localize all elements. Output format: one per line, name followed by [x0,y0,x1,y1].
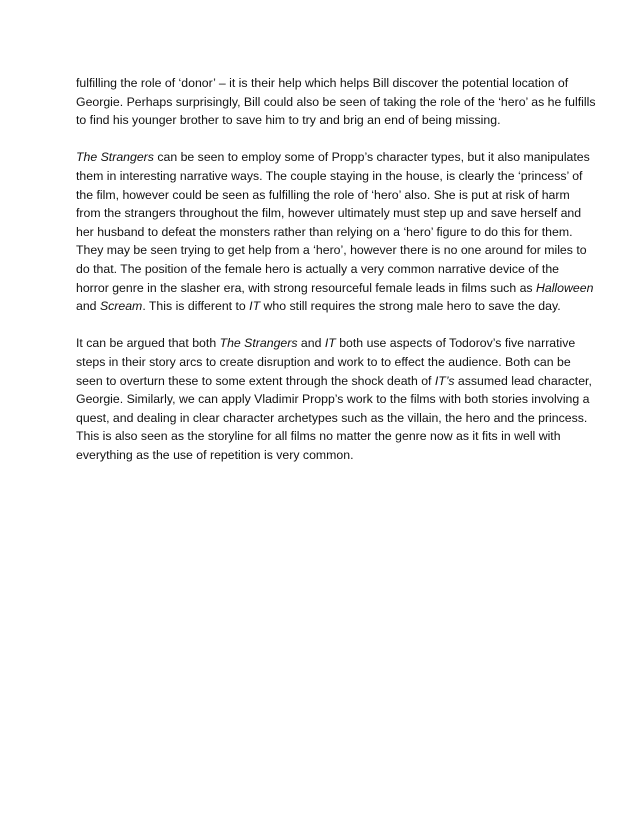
paragraph [76,74,596,130]
text-line [76,409,588,428]
body-text: from the strangers throughout the film, however ultimately must step up and save herself and [76,206,582,221]
text-line [76,148,590,167]
text-line [76,167,583,186]
text-line [76,93,596,112]
text-line [76,111,576,130]
text-line [76,297,576,316]
body-text: They may be seen trying to get help from a ‘hero’, however there is no one around for miles to [76,243,587,258]
body-text: them in interesting narrative ways. The couple staying in the house, is clearly the ‘princess’ of [76,168,583,183]
text-line [76,74,576,93]
text-line [76,241,587,260]
paragraph [76,148,594,315]
body-text: both use aspects of Todorov’s five narrative [335,336,576,351]
body-text: to find his younger brother to save him to try and brig an end of being missing. [76,113,501,128]
body-text: who still requires the strong male hero to save the day. [260,299,561,314]
italic-title-text: IT [249,299,261,314]
body-text: and [297,336,325,351]
text-line [76,353,576,372]
body-text: fulfilling the role of ‘donor’ – it is their help which helps Bill discover the potential location of [76,76,569,90]
body-text: the film, however could be seen as fulfilling the role of ‘hero’ also. She is put at risk of harm [76,187,570,202]
document-body [76,74,596,483]
text-line [76,390,590,409]
body-text: and [76,299,100,314]
text-line [76,204,582,223]
body-text: steps in their story arcs to create disruption and work to to effect the audience. Both can be [76,354,571,369]
text-line [76,334,576,353]
italic-title-text: Scream [99,299,143,314]
paragraph [76,334,592,464]
body-text: This is also seen as the storyline for all films no matter the genre now as it fits in well with [76,429,561,444]
text-line [76,223,576,242]
body-text: her husband to defeat the monsters rather than relying on a ‘hero’ figure to do this for them. [76,224,573,239]
italic-title-text: IT’s [434,373,455,388]
text-line [76,372,592,391]
text-line [76,279,594,298]
body-text: assumed lead character, [454,373,592,388]
body-text: It can be argued that both [76,336,220,351]
body-text: . This is different to [142,299,250,314]
text-line [76,427,576,446]
body-text: seen to overturn these to some extent through the shock death of [76,373,435,388]
body-text: horror genre in the slasher era, with strong resourceful female leads in films such as [76,280,536,295]
body-text: Georgie. Perhaps surprisingly, Bill could also be seen of taking the role of the ‘hero’ as he fulfills [76,94,596,109]
italic-title-text: Halloween [535,280,594,295]
italic-title-text: The Strangers [219,336,298,351]
body-text: can be seen to employ some of Propp’s character types, but it also manipulates [153,150,590,165]
italic-title-text: The Strangers [76,150,154,165]
italic-title-text: IT [324,336,336,351]
body-text: everything as the use of repetition is very common. [76,447,354,462]
text-line [76,186,576,205]
text-line [76,446,576,465]
body-text: Georgie. Similarly, we can apply Vladimir Propp’s work to the films with both stories involving a [76,392,590,407]
body-text: quest, and dealing in clear character archetypes such as the villain, the hero and the princess. [76,410,588,425]
body-text: do that. The position of the female hero is actually a very common narrative device of the [76,261,560,276]
text-line [76,260,576,279]
